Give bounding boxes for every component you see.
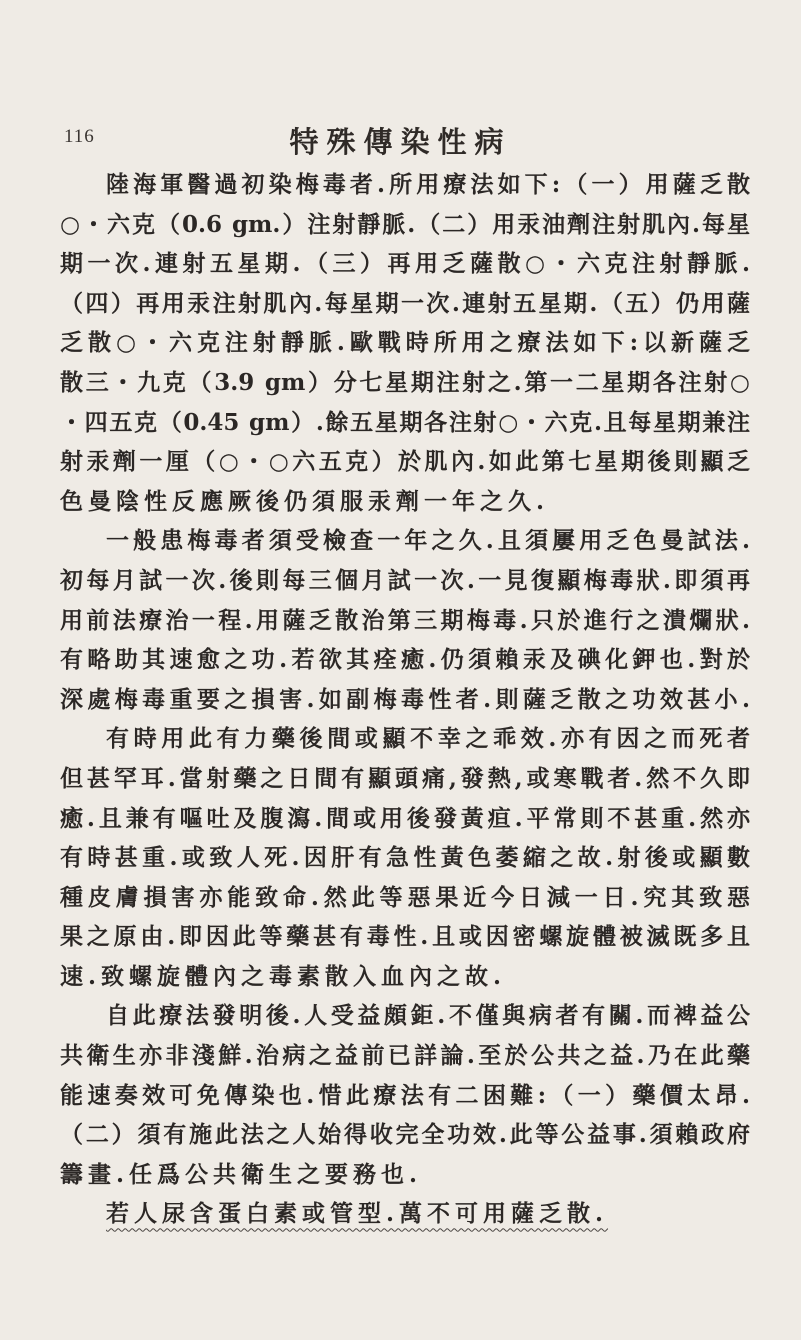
text-line: 一般患梅毒者須受檢查一年之久.且須屢用乏色曼試法. <box>106 527 750 555</box>
running-title: 特殊傳染性病 <box>289 125 512 159</box>
page-number: 116 <box>64 126 95 147</box>
text-line: ○・六克（0.6 gm.）注射靜脈.（二）用汞油劑注射肌內.每星 <box>60 210 750 238</box>
text-line: 能速奏效可免傳染也.惜此療法有二困難:（一）藥價太昂. <box>60 1081 750 1109</box>
text-line: 癒.且兼有嘔吐及腹瀉.間或用後發黃疸.平常則不甚重.然亦 <box>60 804 750 832</box>
text-line: 果之原由.即因此等藥甚有毒性.且或因密螺旋體被滅既多且 <box>60 923 750 951</box>
text-line: 射汞劑一厘（○・○六五克）於肌內.如此第七星期後則顯乏 <box>60 448 750 476</box>
text-line: 有時用此有力藥後間或顯不幸之乖效.亦有因之而死者 <box>106 725 750 753</box>
text-line: 種皮膚損害亦能致命.然此等惡果近今日減一日.究其致惡 <box>60 883 750 911</box>
text-line: 速.致螺旋體內之毒素散入血內之故. <box>60 962 507 990</box>
text-line: 自此療法發明後.人受益頗鉅.不僅與病者有關.而裨益公 <box>106 1002 750 1030</box>
text-line: 籌畫.任爲公共衛生之要務也. <box>60 1160 423 1188</box>
closing-warning-line <box>60 1194 750 1234</box>
text-line: 深處梅毒重要之損害.如副梅毒性者.則薩乏散之功效甚小. <box>60 685 750 713</box>
text-line: 散三・九克（3.9 gm）分七星期注射之.第一二星期各注射○ <box>60 368 750 396</box>
text-line: 共衛生亦非淺鮮.治病之益前已詳論.至於公共之益.乃在此藥 <box>60 1042 750 1070</box>
text-line: ・四五克（0.45 gm）.餘五星期各注射○・六克.且每星期兼注 <box>60 408 750 436</box>
text-line: 期一次.連射五星期.（三）再用乏薩散○・六克注射靜脈. <box>60 250 750 278</box>
text-line: （四）再用汞注射肌內.每星期一次.連射五星期.（五）仍用薩 <box>60 289 750 317</box>
closing-warning-text: 若人尿含蛋白素或管型.萬不可用薩乏散. <box>106 1200 609 1228</box>
text-line: （二）須有施此法之人始得收完全功效.此等公益事.須賴政府 <box>60 1121 750 1149</box>
text-line: 但甚罕耳.當射藥之日間有顯頭痛,發熱,或寒戰者.然不久即 <box>60 764 750 792</box>
body-text <box>60 165 750 1234</box>
text-line: 有略助其速愈之功.若欲其痊癒.仍須賴汞及碘化鉀也.對於 <box>60 646 750 674</box>
text-line: 陸海軍醫過初染梅毒者.所用療法如下:（一）用薩乏散 <box>106 171 750 198</box>
text-line: 用前法療治一程.用薩乏散治第三期梅毒.只於進行之潰爛狀. <box>60 606 750 634</box>
text-line: 初每月試一次.後則每三個月試一次.一見復顯梅毒狀.即須再 <box>60 566 750 594</box>
text-line: 有時甚重.或致人死.因肝有急性黃色萎縮之故.射後或顯數 <box>60 844 750 872</box>
text-line: 色曼陰性反應厥後仍須服汞劑一年之久. <box>60 487 550 515</box>
text-line: 乏散○・六克注射靜脈.歐戰時所用之療法如下:以新薩乏 <box>60 329 750 357</box>
